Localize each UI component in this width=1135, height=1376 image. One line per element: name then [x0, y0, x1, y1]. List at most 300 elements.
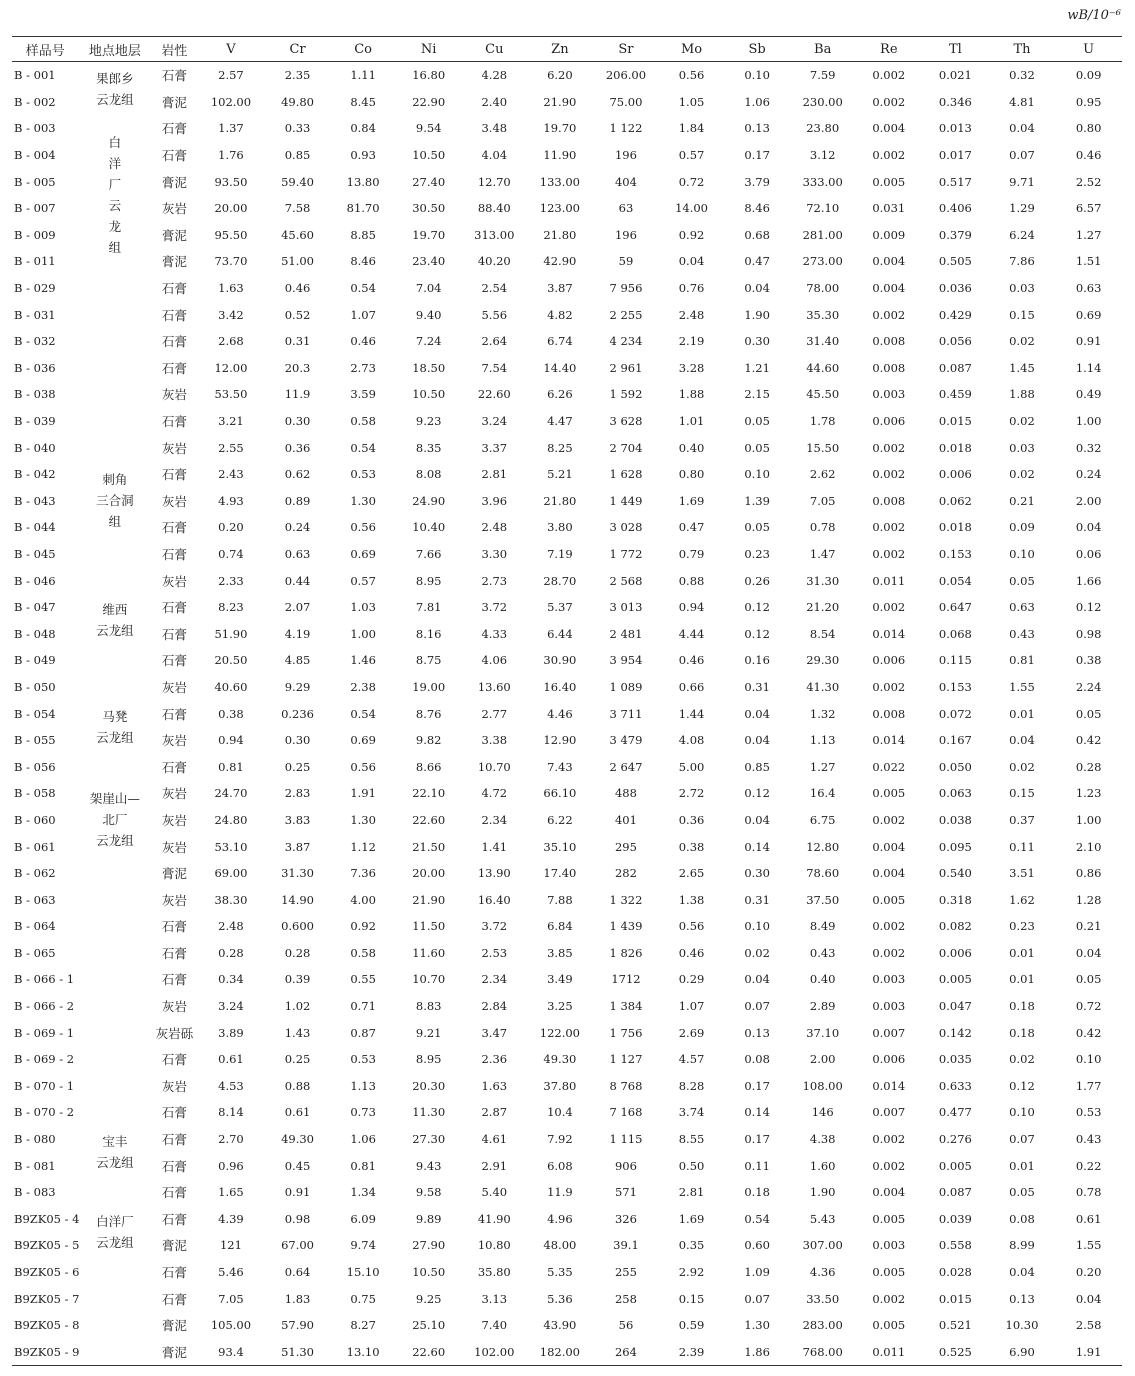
value-cell: 1.38: [678, 892, 705, 907]
value-cell: 28.70: [543, 573, 577, 588]
value-cell: 0.04: [744, 706, 770, 721]
value-cell: 1.86: [744, 1344, 770, 1359]
lithology-cell: 石膏: [161, 653, 187, 669]
value-cell: 0.01: [1009, 945, 1035, 960]
value-cell: 0.039: [938, 1211, 972, 1226]
sample-id-cell: B9ZK05 - 5: [14, 1238, 80, 1253]
value-cell: 8.23: [218, 600, 244, 615]
table-body: [12, 62, 1122, 1366]
value-cell: 6.90: [1009, 1344, 1035, 1359]
value-cell: 24.80: [214, 812, 248, 827]
value-cell: 571: [614, 1185, 637, 1200]
value-cell: 3.37: [481, 440, 508, 455]
value-cell: 24.90: [412, 493, 446, 508]
location-cell: 宝丰 云龙组: [96, 1134, 134, 1171]
value-cell: 0.04: [1075, 945, 1102, 960]
value-cell: 1.00: [350, 626, 376, 641]
table-row: [12, 780, 1122, 807]
value-cell: 0.42: [1075, 733, 1102, 748]
value-cell: 20.50: [214, 653, 248, 668]
value-cell: 0.59: [678, 1318, 705, 1333]
value-cell: 0.063: [938, 786, 972, 801]
value-cell: 0.28: [284, 945, 311, 960]
value-cell: 0.038: [938, 812, 972, 827]
value-cell: 2.36: [481, 1052, 508, 1067]
value-cell: 0.25: [284, 759, 311, 774]
value-cell: 3 479: [609, 733, 643, 748]
value-cell: 0.062: [938, 493, 972, 508]
sample-id-cell: B - 069 - 2: [14, 1052, 75, 1067]
value-cell: 108.00: [802, 1078, 843, 1093]
value-cell: 0.003: [872, 1238, 906, 1253]
value-cell: 1.60: [809, 1158, 836, 1173]
value-cell: 0.53: [350, 467, 376, 482]
value-cell: 0.38: [1075, 653, 1102, 668]
value-cell: 0.53: [1075, 1105, 1102, 1120]
value-cell: 0.85: [284, 148, 311, 163]
table-row: [12, 753, 1122, 780]
lithology-cell: 膏泥: [161, 1344, 187, 1360]
value-cell: 0.087: [938, 360, 972, 375]
lithology-cell: 灰岩: [161, 999, 187, 1015]
value-cell: 18.50: [412, 360, 446, 375]
lithology-cell: 石膏: [161, 759, 187, 775]
value-cell: 1 384: [609, 999, 643, 1014]
sample-id-cell: B9ZK05 - 4: [14, 1211, 80, 1226]
lithology-cell: 膏泥: [161, 1238, 187, 1254]
location-cell: 马凳 云龙组: [96, 708, 134, 745]
value-cell: 19.70: [412, 227, 446, 242]
location-cell: [79, 1179, 152, 1206]
lithology-cell: 灰岩: [161, 440, 187, 456]
value-cell: 13.80: [346, 174, 380, 189]
value-cell: 21.90: [412, 892, 446, 907]
value-cell: 1.39: [744, 493, 770, 508]
value-cell: 0.46: [1075, 148, 1102, 163]
value-cell: 3.72: [481, 919, 508, 934]
value-cell: 0.69: [350, 733, 376, 748]
value-cell: 0.022: [872, 759, 906, 774]
location-cell: [79, 1259, 152, 1366]
sample-id-cell: B - 044: [14, 520, 56, 535]
value-cell: 1.83: [284, 1291, 311, 1306]
value-cell: 121: [219, 1238, 242, 1253]
value-cell: 1.91: [1075, 1344, 1102, 1359]
value-cell: 3.13: [481, 1291, 508, 1306]
column-header: Cr: [289, 41, 306, 57]
value-cell: 2.68: [218, 334, 244, 349]
lithology-cell: 膏泥: [161, 254, 187, 270]
value-cell: 326: [614, 1211, 637, 1226]
value-cell: 0.56: [350, 520, 376, 535]
value-cell: 9.89: [415, 1211, 442, 1226]
lithology-cell: 石膏: [161, 307, 187, 323]
value-cell: 4.00: [350, 892, 376, 907]
column-header: 样品号: [25, 43, 65, 59]
column-header: Tl: [948, 41, 962, 57]
value-cell: 1.03: [350, 600, 376, 615]
value-cell: 3.59: [350, 387, 376, 402]
value-cell: 3.30: [481, 546, 508, 561]
value-cell: 0.63: [284, 546, 311, 561]
value-cell: 0.66: [678, 679, 705, 694]
value-cell: 0.031: [872, 201, 906, 216]
value-cell: 0.008: [872, 493, 906, 508]
value-cell: 0.31: [744, 679, 770, 694]
sample-id-cell: B - 069 - 1: [14, 1025, 75, 1040]
value-cell: 3 628: [609, 414, 643, 429]
value-cell: 0.346: [938, 94, 972, 109]
lithology-cell: 灰岩: [161, 573, 187, 589]
value-cell: 8.25: [547, 440, 573, 455]
value-cell: 93.50: [214, 174, 248, 189]
value-cell: 0.44: [284, 573, 311, 588]
value-cell: 0.80: [678, 467, 705, 482]
value-cell: 1.77: [1075, 1078, 1102, 1093]
value-cell: 21.80: [543, 227, 577, 242]
value-cell: 0.04: [1075, 520, 1102, 535]
value-cell: 0.05: [744, 520, 770, 535]
value-cell: 0.88: [678, 573, 705, 588]
value-cell: 0.05: [744, 440, 770, 455]
table-row: [12, 1073, 1122, 1100]
value-cell: 313.00: [474, 227, 515, 242]
value-cell: 51.90: [214, 626, 248, 641]
value-cell: 0.22: [1075, 1158, 1102, 1173]
value-cell: 0.035: [938, 1052, 972, 1067]
value-cell: 37.80: [543, 1078, 577, 1093]
value-cell: 182.00: [539, 1344, 580, 1359]
value-cell: 0.94: [218, 733, 244, 748]
value-cell: 0.36: [678, 812, 705, 827]
sample-id-cell: B - 042: [14, 467, 56, 482]
value-cell: 9.25: [415, 1291, 442, 1306]
value-cell: 0.60: [744, 1238, 770, 1253]
value-cell: 7.92: [547, 1132, 573, 1147]
value-cell: 39.1: [613, 1238, 639, 1253]
value-cell: 7.05: [218, 1291, 244, 1306]
value-cell: 0.14: [744, 839, 770, 854]
value-cell: 0.02: [1009, 467, 1035, 482]
value-cell: 0.540: [938, 866, 972, 881]
value-cell: 16.40: [543, 679, 577, 694]
value-cell: 43.90: [543, 1318, 577, 1333]
value-cell: 1 439: [609, 919, 643, 934]
value-cell: 0.23: [1009, 919, 1035, 934]
value-cell: 3.42: [218, 307, 244, 322]
value-cell: 0.03: [1009, 440, 1035, 455]
value-cell: 0.11: [744, 1158, 770, 1173]
value-cell: 67.00: [281, 1238, 314, 1253]
location-cell: 果郎乡 云龙组: [96, 70, 134, 107]
value-cell: 2.87: [481, 1105, 508, 1120]
value-cell: 1 127: [609, 1052, 643, 1067]
value-cell: 56: [618, 1318, 634, 1333]
value-cell: 0.02: [744, 945, 770, 960]
value-cell: 8.49: [809, 919, 836, 934]
value-cell: 0.89: [284, 493, 311, 508]
value-cell: 0.406: [938, 201, 972, 216]
value-cell: 3.83: [284, 812, 311, 827]
value-cell: 0.38: [218, 706, 244, 721]
value-cell: 0.64: [284, 1265, 311, 1280]
lithology-cell: 石膏: [161, 1185, 187, 1201]
value-cell: 0.96: [218, 1158, 244, 1173]
value-cell: 0.54: [350, 281, 376, 296]
lithology-cell: 膏泥: [161, 227, 187, 243]
value-cell: 4.85: [284, 653, 311, 668]
value-cell: 0.02: [1009, 334, 1035, 349]
value-cell: 1712: [611, 972, 641, 987]
value-cell: 1.00: [1075, 414, 1102, 429]
value-cell: 1 826: [609, 945, 643, 960]
value-cell: 0.014: [872, 1078, 906, 1093]
value-cell: 1.55: [1075, 1238, 1102, 1253]
value-cell: 0.12: [744, 786, 770, 801]
value-cell: 3.49: [547, 972, 573, 987]
value-cell: 0.004: [872, 839, 906, 854]
value-cell: 4.53: [218, 1078, 244, 1093]
value-cell: 0.004: [872, 1185, 906, 1200]
value-cell: 0.39: [284, 972, 311, 987]
value-cell: 0.84: [350, 121, 376, 136]
value-cell: 6.26: [547, 387, 573, 402]
value-cell: 4.93: [218, 493, 244, 508]
value-cell: 0.78: [809, 520, 836, 535]
sample-id-cell: B9ZK05 - 7: [14, 1291, 80, 1306]
value-cell: 8.76: [415, 706, 442, 721]
value-cell: 2.89: [809, 999, 836, 1014]
value-cell: 0.08: [1009, 1211, 1035, 1226]
value-cell: 0.07: [744, 999, 770, 1014]
lithology-cell: 石膏: [161, 467, 187, 483]
sample-id-cell: B - 029: [14, 281, 56, 296]
value-cell: 0.31: [744, 892, 770, 907]
sample-id-cell: B9ZK05 - 6: [14, 1265, 80, 1280]
lithology-cell: 石膏: [161, 1265, 187, 1281]
value-cell: 0.17: [744, 1132, 770, 1147]
value-cell: 0.46: [350, 334, 376, 349]
value-cell: 0.43: [1075, 1132, 1102, 1147]
value-cell: 0.31: [284, 334, 311, 349]
lithology-cell: 石膏: [161, 919, 187, 935]
value-cell: 0.153: [938, 546, 972, 561]
value-cell: 1.37: [218, 121, 244, 136]
value-cell: 0.13: [744, 121, 770, 136]
value-cell: 0.37: [1009, 812, 1035, 827]
value-cell: 0.004: [872, 254, 906, 269]
sample-id-cell: B - 066 - 1: [14, 972, 75, 987]
lithology-cell: 石膏: [161, 334, 187, 350]
value-cell: 10.40: [412, 520, 446, 535]
value-cell: 0.32: [1075, 440, 1102, 455]
value-cell: 0.002: [872, 1291, 906, 1306]
value-cell: 1.07: [350, 307, 376, 322]
value-cell: 7.04: [415, 281, 442, 296]
value-cell: 0.46: [678, 653, 705, 668]
value-cell: 1.06: [350, 1132, 376, 1147]
value-cell: 7 168: [609, 1105, 643, 1120]
value-cell: 0.003: [872, 387, 906, 402]
value-cell: 2.38: [350, 679, 376, 694]
value-cell: 10.30: [1005, 1318, 1039, 1333]
value-cell: 7.54: [481, 360, 508, 375]
value-cell: 0.276: [938, 1132, 972, 1147]
value-cell: 0.36: [284, 440, 311, 455]
value-cell: 13.90: [477, 866, 511, 881]
table-row: [12, 355, 1122, 382]
column-header: Sr: [618, 41, 634, 57]
value-cell: 0.86: [1075, 866, 1102, 881]
value-cell: 0.07: [1009, 1132, 1035, 1147]
value-cell: 16.80: [412, 68, 446, 83]
value-cell: 1.13: [809, 733, 836, 748]
value-cell: 27.40: [412, 174, 446, 189]
column-header: Th: [1013, 41, 1031, 57]
value-cell: 5.37: [547, 600, 573, 615]
value-cell: 0.005: [938, 972, 972, 987]
value-cell: 4.47: [547, 414, 573, 429]
value-cell: 2.33: [218, 573, 244, 588]
value-cell: 196: [614, 148, 637, 163]
value-cell: 2.39: [678, 1344, 705, 1359]
value-cell: 0.85: [744, 759, 770, 774]
lithology-cell: 灰岩: [161, 892, 187, 908]
table-row: [12, 1339, 1122, 1366]
table-row: [12, 89, 1122, 116]
value-cell: 0.57: [678, 148, 705, 163]
value-cell: 7.86: [1009, 254, 1035, 269]
value-cell: 0.002: [872, 812, 906, 827]
value-cell: 1.45: [1009, 360, 1035, 375]
value-cell: 0.167: [938, 733, 972, 748]
value-cell: 19.70: [543, 121, 577, 136]
table-row: [12, 1152, 1122, 1179]
table-row: [12, 301, 1122, 328]
value-cell: 0.12: [744, 626, 770, 641]
value-cell: 0.92: [350, 919, 376, 934]
table-header: [12, 37, 1122, 62]
value-cell: 0.42: [1075, 1025, 1102, 1040]
value-cell: 3.38: [481, 733, 508, 748]
lithology-cell: 石膏: [161, 972, 187, 988]
lithology-cell: 灰岩砾: [155, 1025, 194, 1041]
value-cell: 123.00: [539, 201, 580, 216]
value-cell: 9.29: [284, 679, 311, 694]
value-cell: 31.30: [281, 866, 314, 881]
value-cell: 0.40: [809, 972, 836, 987]
value-cell: 1.11: [350, 68, 376, 83]
value-cell: 1.62: [1009, 892, 1035, 907]
value-cell: 0.58: [350, 414, 376, 429]
value-cell: 0.28: [1075, 759, 1102, 774]
value-cell: 0.002: [872, 546, 906, 561]
value-cell: 8 768: [609, 1078, 643, 1093]
value-cell: 6.74: [547, 334, 573, 349]
value-cell: 0.24: [1075, 467, 1102, 482]
value-cell: 9.58: [415, 1185, 442, 1200]
value-cell: 20.00: [412, 866, 446, 881]
value-cell: 75.00: [609, 94, 643, 109]
value-cell: 1 089: [609, 679, 643, 694]
sample-id-cell: B9ZK05 - 9: [14, 1344, 80, 1359]
sample-id-cell: B - 080: [14, 1132, 56, 1147]
value-cell: 53.10: [214, 839, 248, 854]
value-cell: 2.92: [678, 1265, 705, 1280]
value-cell: 0.78: [1075, 1185, 1102, 1200]
value-cell: 1.44: [678, 706, 705, 721]
value-cell: 2 481: [609, 626, 643, 641]
value-cell: 9.40: [415, 307, 442, 322]
value-cell: 0.28: [218, 945, 244, 960]
sample-id-cell: B - 011: [14, 254, 56, 269]
value-cell: 0.04: [744, 281, 770, 296]
value-cell: 0.63: [1075, 281, 1102, 296]
value-cell: 0.054: [938, 573, 972, 588]
value-cell: 3.12: [809, 148, 836, 163]
value-cell: 8.14: [218, 1105, 244, 1120]
value-cell: 0.54: [744, 1211, 770, 1226]
value-cell: 2.15: [744, 387, 770, 402]
value-cell: 81.70: [346, 201, 380, 216]
value-cell: 1.02: [284, 999, 311, 1014]
value-cell: 14.90: [281, 892, 314, 907]
value-cell: 404: [614, 174, 637, 189]
sample-id-cell: B - 058: [14, 786, 56, 801]
value-cell: 3.24: [218, 999, 244, 1014]
value-cell: 9.23: [415, 414, 442, 429]
value-cell: 3.48: [481, 121, 508, 136]
value-cell: 12.00: [214, 360, 248, 375]
sample-id-cell: B - 047: [14, 600, 56, 615]
value-cell: 0.011: [872, 1344, 906, 1359]
value-cell: 0.91: [284, 1185, 311, 1200]
value-cell: 5.00: [678, 759, 705, 774]
value-cell: 0.087: [938, 1185, 972, 1200]
value-cell: 22.10: [412, 786, 446, 801]
value-cell: 1.12: [350, 839, 376, 854]
table-row: [12, 700, 1122, 727]
sample-id-cell: B - 040: [14, 440, 56, 455]
value-cell: 5.36: [547, 1291, 573, 1306]
value-cell: 0.17: [744, 148, 770, 163]
value-cell: 8.28: [678, 1078, 705, 1093]
table-row: [12, 62, 1122, 89]
lithology-cell: 灰岩: [161, 786, 187, 802]
value-cell: 1.34: [350, 1185, 376, 1200]
value-cell: 0.53: [350, 1052, 376, 1067]
value-cell: 133.00: [539, 174, 580, 189]
value-cell: 1.90: [744, 307, 770, 322]
value-cell: 3.89: [218, 1025, 244, 1040]
value-cell: 0.46: [284, 281, 311, 296]
sample-id-cell: B - 046: [14, 573, 56, 588]
value-cell: 35.10: [543, 839, 577, 854]
value-cell: 23.40: [412, 254, 446, 269]
value-cell: 0.10: [744, 68, 770, 83]
value-cell: 7.36: [350, 866, 376, 881]
table-row: [12, 727, 1122, 754]
value-cell: 0.93: [350, 148, 376, 163]
value-cell: 3.87: [547, 281, 573, 296]
value-cell: 0.74: [218, 546, 244, 561]
value-cell: 0.20: [1075, 1265, 1102, 1280]
value-cell: 0.52: [284, 307, 311, 322]
location-cell: [79, 541, 152, 594]
value-cell: 42.90: [543, 254, 577, 269]
value-cell: 27.30: [412, 1132, 446, 1147]
table-row: [12, 1099, 1122, 1126]
